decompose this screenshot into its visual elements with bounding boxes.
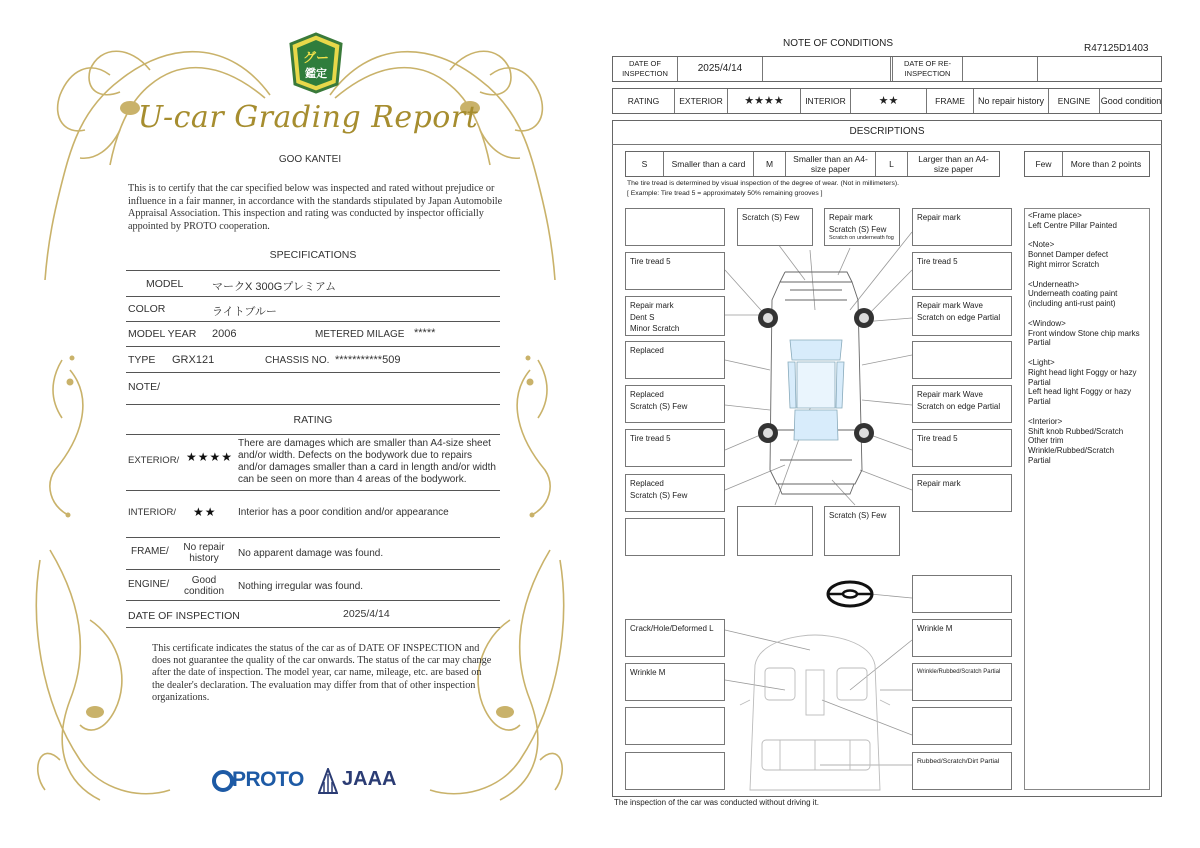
report-title: U-car Grading Report	[137, 100, 479, 135]
condition-box-passenger-seat: Wrinkle/Rubbed/Scratch Partial	[912, 663, 1012, 701]
model-value: マークX 300Gプレミアム	[212, 281, 337, 293]
condition-box-front-right: Repair mark	[912, 208, 1012, 246]
condition-box-right-quarter: Repair mark	[912, 474, 1012, 512]
condition-box-hood	[824, 208, 900, 246]
frame-label: FRAME/	[131, 546, 169, 557]
condition-box-interior-left	[625, 707, 725, 745]
model-label: MODEL	[146, 278, 184, 290]
mileage-label: METERED MILAGE	[315, 329, 405, 340]
model-year-value: 2006	[212, 328, 237, 340]
condition-box-trunk: Scratch (S) Few	[824, 506, 900, 556]
condition-box-headliner: Wrinkle M	[912, 619, 1012, 657]
legend-key-m: M	[754, 152, 786, 176]
condition-box-driver-seat: Wrinkle M	[625, 663, 725, 701]
exterior-label: EXTERIOR	[675, 89, 728, 113]
legend-text-l: Larger than an A4-size paper	[918, 154, 989, 174]
divider	[126, 321, 500, 322]
inspection-date-label: DATE OF INSPECTION	[128, 610, 240, 622]
certificate-disclaimer: This certificate indicates the status of the car as of DATE OF INSPECTION and does not guarantee the quality of the car onwards. The status of the car may change after the date of inspection. The model year, car name, mileage, etc. are based on the dealer's declaration. The evaluation may differ from that of other inspection organizations.	[152, 643, 492, 703]
interior-label: INTERIOR	[801, 89, 851, 113]
model-year-label: MODEL YEAR	[128, 328, 197, 340]
divider	[126, 346, 500, 347]
interior-label: INTERIOR/	[128, 507, 177, 518]
divider	[126, 569, 500, 570]
descriptions-heading: DESCRIPTIONS	[849, 126, 925, 137]
exterior-stars: ★★★★	[728, 89, 801, 113]
condition-box-dashboard: Crack/Hole/Deformed L	[625, 619, 725, 657]
interior-description: Interior has a poor condition and/or appearance	[238, 507, 449, 518]
proto-logo-icon	[212, 770, 234, 792]
condition-box-steering	[912, 575, 1012, 613]
divider	[126, 270, 500, 271]
divider	[126, 537, 500, 538]
frame-label: FRAME	[927, 89, 974, 113]
svg-text:鑑定: 鑑定	[305, 67, 327, 80]
legend-text-m: Smaller than an A4-size paper	[786, 152, 876, 176]
specifications-heading: SPECIFICATIONS	[269, 249, 357, 261]
engine-description: Nothing irregular was found.	[238, 581, 364, 592]
condition-box-right-front-tire: Tire tread 5	[912, 252, 1012, 290]
divider	[126, 490, 500, 491]
note-label: NOTE/	[128, 381, 161, 393]
date-of-inspection-label: DATE OF INSPECTION	[613, 57, 678, 81]
divider	[126, 296, 500, 297]
exterior-label: EXTERIOR/	[128, 455, 180, 466]
divider	[126, 627, 500, 628]
condition-box-right-front-door	[912, 341, 1012, 379]
exterior-stars: ★★★★	[186, 450, 234, 464]
legend-key-s: S	[626, 152, 664, 176]
condition-box-console	[912, 707, 1012, 745]
sheet-title: NOTE OF CONDITIONS	[783, 38, 893, 49]
condition-notes: <Frame place> Left Centre Pillar Painted <Note> Bonnet Damper defect Right mirror Scratch <Underneath> Underneath coating paint (including anti-rust paint) <Window> Front window Stone chip marks Partial <Light> Right head light Foggy or hazy Partial Left head light Foggy or hazy Partial <Interior> Shift knob Rubbed/Scratch Other trim Wrinkle/Rubbed/Scratch Partial	[1028, 211, 1140, 465]
svg-text:グー: グー	[302, 51, 330, 66]
divider	[126, 600, 500, 601]
condition-box-left-front-tire: Tire tread 5	[625, 252, 725, 290]
report-id: R47125D1403	[1084, 43, 1149, 54]
condition-box-rear-left	[625, 518, 725, 556]
condition-box-right-fender: Repair mark Wave Scratch on edge Partial	[912, 296, 1012, 336]
condition-box-front-bumper: Scratch (S) Few	[737, 208, 813, 246]
frame-value: No repair history	[974, 89, 1049, 113]
condition-box-left-quarter: Replaced Scratch (S) Few	[625, 474, 725, 512]
note-of-conditions-sheet	[600, 0, 1200, 848]
rating-label: RATING	[613, 89, 675, 113]
exterior-description: There are damages which are smaller than A4-size sheet and/or width. Defects on the bodywork due to repairs and/or damages smaller than a card in length and/or width can be seen on more than 4 areas of the bodywork.	[238, 438, 496, 485]
divider	[126, 434, 500, 435]
condition-box-left-front-door: Replaced	[625, 341, 725, 379]
date-of-inspection-value: 2025/4/14	[678, 57, 763, 81]
condition-box-left-rear-door: Replaced Scratch (S) Few	[625, 385, 725, 423]
steering-wheel-icon	[828, 582, 872, 606]
chassis-label: CHASSIS NO.	[265, 355, 330, 366]
driving-disclaimer: The inspection of the car was conducted without driving it.	[614, 798, 819, 807]
goo-kantei-badge-icon	[287, 32, 345, 94]
chassis-value: ***********509	[335, 354, 401, 366]
legend-text-few: More than 2 points	[1070, 159, 1142, 169]
inspection-date-value: 2025/4/14	[343, 608, 390, 620]
tire-example: [ Example: Tire tread 5 = approximately 50% remaining grooves ]	[627, 190, 823, 197]
engine-value: Good condition	[183, 575, 225, 597]
condition-box-rear-bumper	[737, 506, 813, 556]
legend-text-s: Smaller than a card	[664, 152, 754, 176]
tire-note: The tire tread is determined by visual inspection of the degree of wear. (Not in millimeters).	[627, 180, 899, 187]
proto-logo: PROTO	[232, 768, 304, 791]
type-value: GRX121	[172, 354, 215, 366]
date-of-reinspection-label: DATE OF RE-INSPECTION	[892, 57, 963, 81]
color-value: ライトブルー	[212, 306, 277, 318]
condition-box-rear-left-seat	[625, 752, 725, 790]
condition-box-left-fender: Repair mark Dent S Minor Scratch	[625, 296, 725, 336]
frame-description: No apparent damage was found.	[238, 548, 384, 559]
hood-condition-note: Scratch on underneath fog	[829, 235, 894, 241]
condition-box-rear-seat: Rubbed/Scratch/Dirt Partial	[912, 752, 1012, 790]
divider	[126, 372, 500, 373]
color-label: COLOR	[128, 303, 166, 315]
legend-key-few: Few	[1025, 152, 1063, 176]
hood-condition: Repair mark Scratch (S) Few	[829, 213, 887, 234]
condition-box-right-rear-door: Repair mark Wave Scratch on edge Partial	[912, 385, 1012, 423]
engine-label: ENGINE/	[128, 579, 170, 590]
jaaa-logo-icon	[318, 768, 338, 794]
organization-name: GOO KANTEI	[278, 154, 342, 165]
divider	[126, 404, 500, 405]
rating-heading: RATING	[293, 414, 333, 426]
condition-box-front-left	[625, 208, 725, 246]
jaaa-logo: JAAA	[342, 768, 397, 790]
condition-box-left-rear-tire: Tire tread 5	[625, 429, 725, 467]
engine-value: Good condition	[1100, 96, 1162, 106]
condition-box-right-rear-tire: Tire tread 5	[912, 429, 1012, 467]
certification-statement: This is to certify that the car specified below was inspected and rated without prejudice or influence in a fair manner, in accordance with the standards stipulated by Japan Automobile Appraisal Association. This inspection and rating was conducted by inspector officially appointed by PROTO cooperation.	[128, 183, 503, 232]
interior-stars: ★★	[851, 89, 927, 113]
type-label: TYPE	[128, 354, 156, 366]
legend-key-l: L	[876, 152, 908, 176]
interior-stars: ★★	[193, 505, 217, 519]
engine-label: ENGINE	[1049, 89, 1100, 113]
mileage-value: *****	[414, 327, 436, 339]
frame-value: No repair history	[183, 542, 225, 564]
